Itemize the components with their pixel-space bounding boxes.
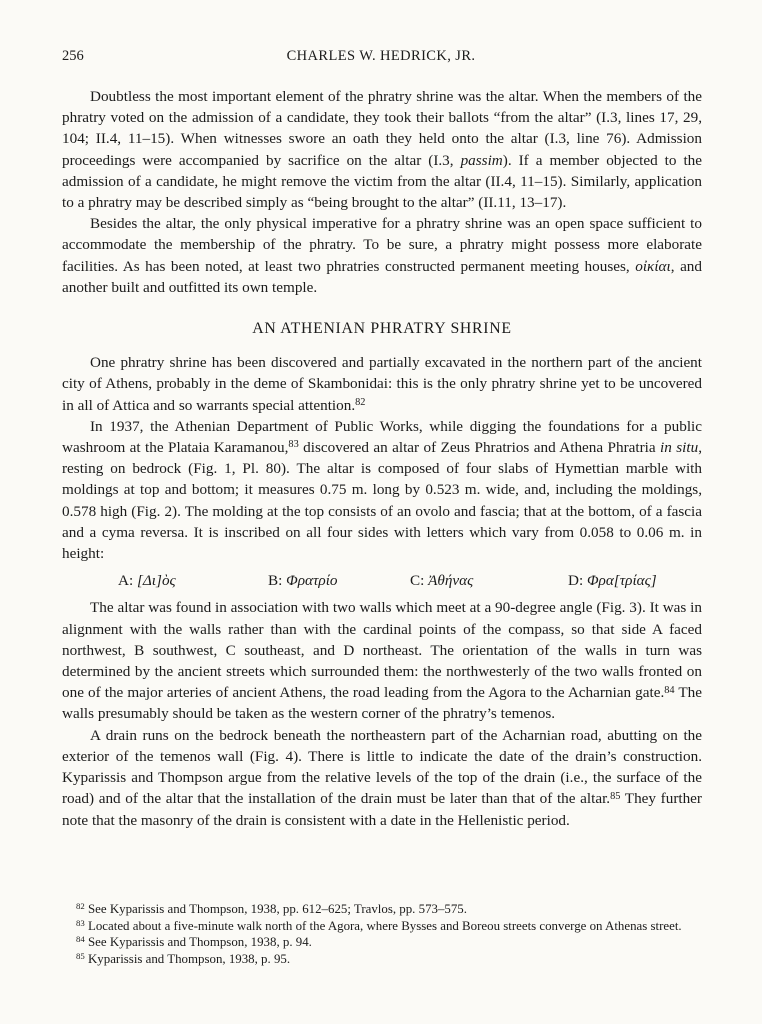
footnote-83: $^{83}$ Located about a five-minute walk north of the Agora, where Bysses and Boreou streets converge on Athenas street. bbox=[76, 917, 682, 933]
inscription-side-a: A: [Δι]ὸς bbox=[118, 572, 176, 590]
body-text bbox=[62, 86, 702, 831]
page-number: 256 bbox=[62, 48, 84, 64]
paragraph-drain: A drain runs on the bedrock beneath the northeastern part of the Acharnian road, abutting on the exterior of the temenos wall (Fig. 4). There is little to indicate the date of the drain’s construction. Kyparissis and Thompson argue from the relative levels of the top of the drain (i.e., the surface of the road) and of the altar that the installation of the drain must be later than that of the altar.$^{85}$ They further note that the masonry of the drain is consistent with a date in the Hellenistic period. bbox=[62, 726, 702, 829]
running-header: CHARLES W. HEDRICK, JR. bbox=[286, 48, 476, 64]
paragraph-walls-alignment: The altar was found in association with two walls which meet at a 90-degree angle (Fig. 3). It was in alignment with the walls rather than with the cardinal points of the compass, so that side A faced northwest, B southwest, C southeast, and D northeast. The orientation of the walls in turn was determined by the ancient streets which surrounded them: the northwesterly of the two walls fronted on one of the major arteries of ancient Athens, the road leading from the Agora to the Acharnian gate.$^{84}$ The walls presumably should be taken as the western corner of the phratry’s temenos. bbox=[62, 599, 702, 723]
footnote-84: $^{84}$ See Kyparissis and Thompson, 1938, p. 94. bbox=[76, 934, 312, 950]
paragraph-altar-description: In 1937, the Athenian Department of Public Works, while digging the foundations for a public washroom at the Plataia Karamanou,$^{83}$ discovered an altar of Zeus Phratrios and Athena Phratria in situ, resting on bedrock (Fig. 1, Pl. 80). The altar is composed of four slabs of Hymettian marble with moldings at top and bottom; it measures 0.75 m. long by 0.523 m. wide, and, including the moldings, 0.578 high (Fig. 2). The molding at the top consists of an ovolo and fascia; that at the bottom, of a fascia and a cyma reversa. It is inscribed on all four sides with letters which vary from 0.058 to 0.06 m. in height: bbox=[62, 417, 702, 563]
section-heading: AN ATHENIAN PHRATRY SHRINE bbox=[252, 320, 512, 338]
paragraph-altar-role: Doubtless the most important element of the phratry shrine was the altar. When the members of the phratry voted on the admission of a candidate, they took their ballots “from the altar” (I.3, lines 17, 29, 104; II.4, 11–15). When witnesses swore an oath they held onto the altar (I.3, line 76). Admission proceedings were accompanied by sacrifice on the altar (I.3, passim). If a member objected to the admission of a candidate, he might remove the victim from the altar (II.4, 11–15). Similarly, application to a phratry may be described simply as “being brought to the altar” (II.11, 13–17). bbox=[62, 88, 703, 212]
inscription-side-d: D: Φρα[τρίας] bbox=[568, 572, 657, 590]
paragraph-open-space: Besides the altar, the only physical imperative for a phratry shrine was an open space sufficient to accommodate the membership of the phratry. To be sure, a phratry might possess more elaborate facilities. As has been noted, at least two phratries constructed permanent meeting houses, οἰκίαι, and another built and outfitted its own temple. bbox=[62, 215, 702, 296]
footnotes bbox=[62, 901, 702, 967]
paragraph-shrine-discovery: One phratry shrine has been discovered and partially excavated in the northern part of the ancient city of Athens, probably in the deme of Skambonidai: this is the only phratry shrine yet to be uncovered in all of Attica and so warrants special attention.$^{82}$ bbox=[62, 354, 702, 414]
inscription-side-c: C: Ἀθήνας bbox=[410, 572, 474, 590]
inscription-side-b: B: Φρατρίο bbox=[268, 572, 338, 590]
altar-inscription-line bbox=[62, 570, 702, 591]
footnote-82: $^{82}$ See Kyparissis and Thompson, 1938, pp. 612–625; Travlos, pp. 573–575. bbox=[76, 901, 467, 916]
footnote-85: $^{85}$ Kyparissis and Thompson, 1938, p. 95. bbox=[76, 950, 291, 966]
